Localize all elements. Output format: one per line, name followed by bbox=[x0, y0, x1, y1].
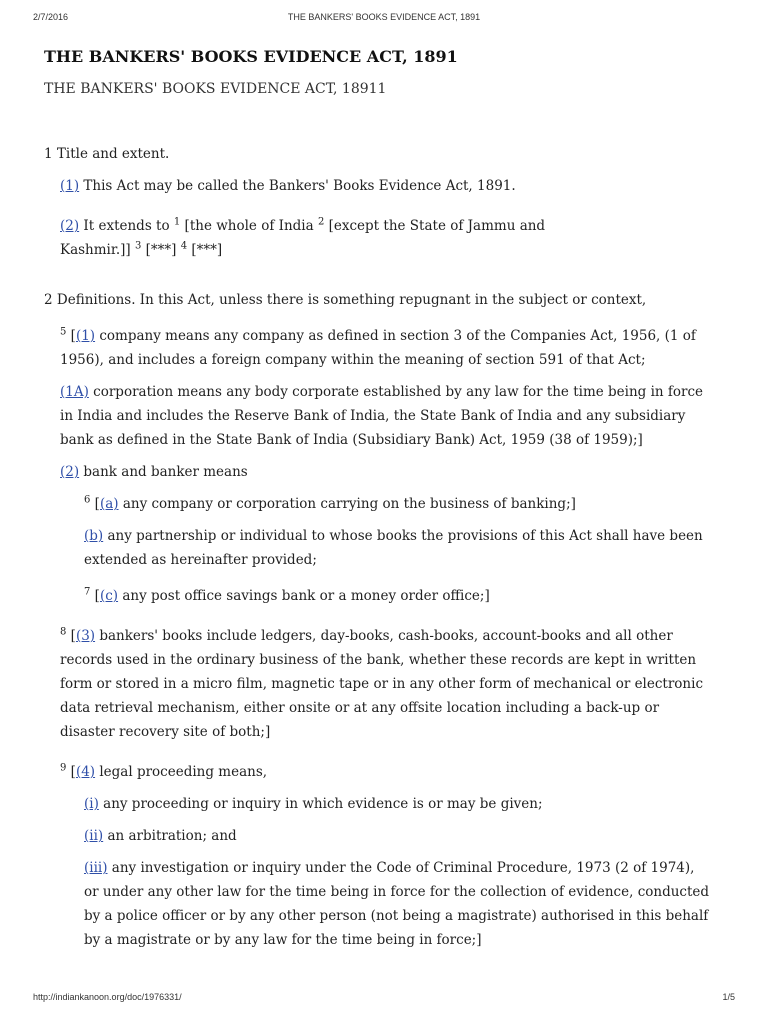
section-2-heading: 2 Definitions. In this Act, unless there is something repugnant in the subject or context, bbox=[44, 292, 647, 308]
definition-3-link[interactable]: (3) bbox=[75, 628, 96, 644]
definition-3: $^8$ [(3) bankers' books include ledgers, day-books, cash-books, account-books and all other records used in the ordinary business of the bank, whether these records are kept in written form or stored in a micro film, magnetic tape or in any other form of mechanical or electronic data retrieval mechanism, either onsite or at any offsite location including a back-up or disaster recovery site of both;] bbox=[60, 626, 704, 740]
document-title: THE BANKERS' BOOKS EVIDENCE ACT, 1891 bbox=[44, 47, 458, 66]
document-body bbox=[44, 44, 724, 952]
page-number: 1/5 bbox=[722, 992, 735, 1002]
definition-4ii-link[interactable]: (ii) bbox=[84, 828, 104, 844]
footnote-ref-1: 1 bbox=[173, 216, 181, 228]
definition-4i: (i) any proceeding or inquiry in which evidence is or may be given; bbox=[84, 796, 543, 812]
definition-4i-link[interactable]: (i) bbox=[84, 796, 99, 812]
definition-2-link[interactable]: (2) bbox=[60, 464, 80, 480]
footnote-ref-8: 8 bbox=[60, 626, 67, 638]
definition-2b: (b) any partnership or individual to whose books the provisions of this Act shall have been extended as hereinafter provided; bbox=[84, 528, 703, 568]
clause-1-1: (1) This Act may be called the Bankers' Books Evidence Act, 1891. bbox=[60, 178, 516, 194]
clause-1-2: (2) It extends to $^1$ [the whole of India $^2$ [except the State of Jammu and Kashmir.]] $^3$ [***] $^4$ [***] bbox=[60, 216, 546, 258]
definition-2a: $^6$ [(a) any company or corporation carrying on the business of banking;] bbox=[84, 494, 576, 512]
footnote-ref-7: 7 bbox=[84, 586, 91, 598]
document-subtitle: THE BANKERS' BOOKS EVIDENCE ACT, 18911 bbox=[44, 81, 387, 97]
definition-1: $^5$ [(1) company means any company as defined in section 3 of the Companies Act, 1956, (1 of 1956), and includes a foreign company within the meaning of section 591 of that Act; bbox=[60, 326, 696, 368]
footnote-ref-2: 2 bbox=[317, 216, 325, 228]
print-date: 2/7/2016 bbox=[33, 12, 69, 22]
footnote-ref-5: 5 bbox=[60, 326, 67, 338]
print-title: THE BANKERS' BOOKS EVIDENCE ACT, 1891 bbox=[287, 12, 481, 22]
print-header bbox=[0, 12, 768, 28]
definition-1-link[interactable]: (1) bbox=[75, 328, 96, 344]
definition-4-link[interactable]: (4) bbox=[75, 764, 96, 780]
definition-4iii-link[interactable]: (iii) bbox=[84, 860, 108, 876]
footnote-ref-4: 4 bbox=[180, 240, 188, 252]
definition-4ii: (ii) an arbitration; and bbox=[84, 828, 237, 844]
footnote-ref-3: 3 bbox=[134, 240, 142, 252]
definition-2c-link[interactable]: (c) bbox=[99, 588, 119, 604]
print-footer bbox=[0, 992, 768, 1008]
definition-1a: (1A) corporation means any body corporate established by any law for the time being in force in India and includes the Reserve Bank of India, the State Bank of India and any subsidiary bank as defined in the State Bank of India (Subsidiary Bank) Act, 1959 (38 of 1959);] bbox=[60, 384, 704, 448]
footnote-ref-6: 6 bbox=[84, 494, 91, 506]
definition-4iii: (iii) any investigation or inquiry under the Code of Criminal Procedure, 1973 (2 of 1974), or under any other law for the time being in force for the collection of evidence, conducted by a police officer or by any other person (not being a magistrate) authorised in this behalf by a magistrate or by any law for the time being in force;] bbox=[84, 860, 710, 948]
definition-4: $^9$ [(4) legal proceeding means, bbox=[60, 762, 268, 780]
definition-2b-link[interactable]: (b) bbox=[84, 528, 104, 544]
clause-1-2-link[interactable]: (2) bbox=[60, 218, 80, 234]
footnote-ref-9: 9 bbox=[60, 762, 67, 774]
definition-2: (2) bank and banker means bbox=[60, 464, 248, 480]
section-1-heading: 1 Title and extent. bbox=[44, 146, 170, 162]
definition-1a-link[interactable]: (1A) bbox=[60, 384, 89, 400]
source-url: http://indiankanoon.org/doc/1976331/ bbox=[33, 992, 182, 1002]
definition-2a-link[interactable]: (a) bbox=[99, 496, 119, 512]
definition-2c: $^7$ [(c) any post office savings bank or a money order office;] bbox=[84, 586, 490, 604]
clause-1-1-link[interactable]: (1) bbox=[60, 178, 80, 194]
